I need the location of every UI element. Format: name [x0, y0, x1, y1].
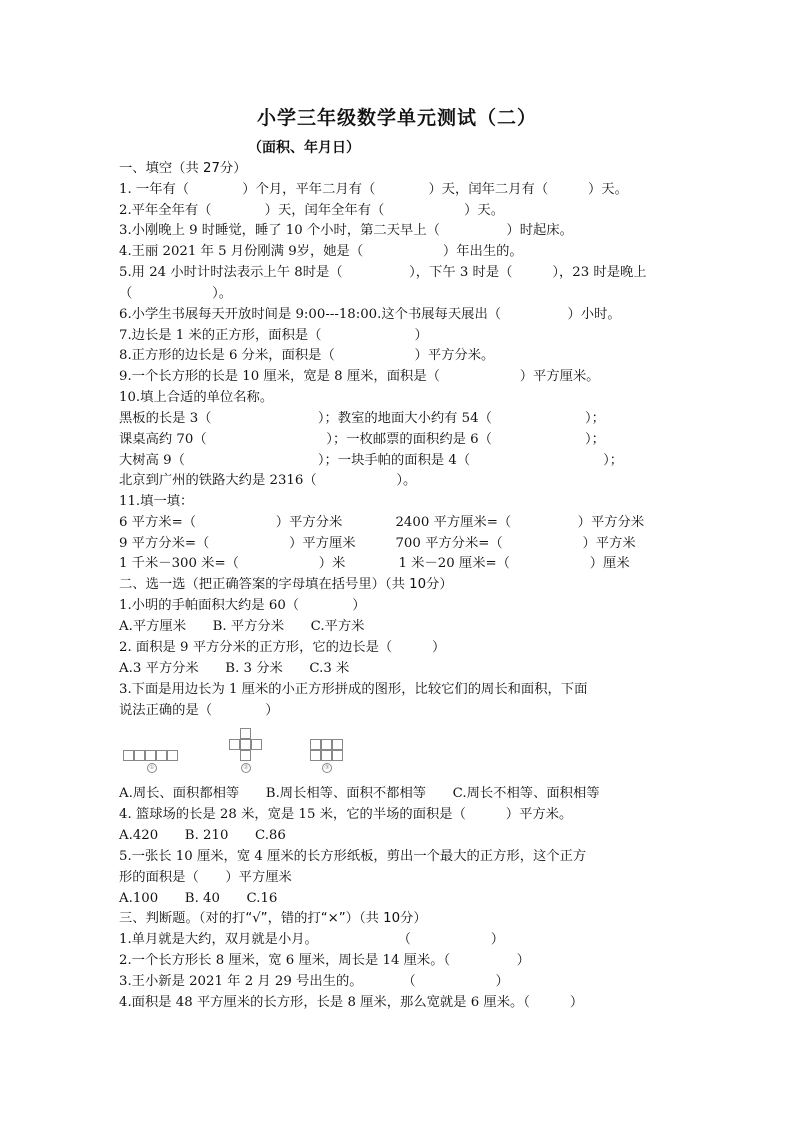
- question-line: 4.王丽 2021 年 5 月份刚满 9岁，她是（ ）年出生的。: [119, 244, 523, 259]
- question-line: 5.一张长 10 厘米，宽 4 厘米的长方形纸板，剪出一个最大的正方形，这个正方: [119, 849, 587, 864]
- grid-square: [134, 750, 145, 761]
- question-line: 10.填上合适的单位名称。: [119, 390, 274, 405]
- grid-square: [332, 739, 343, 750]
- question-line: 3.小刚晚上 9 时睡觉，睡了 10 个小时，第二天早上（ ）时起床。: [119, 223, 573, 238]
- grid-square: [123, 750, 134, 761]
- grid-square: [321, 739, 332, 750]
- question-line: A.100 B. 40 C.16: [119, 891, 278, 906]
- question-line: 7.边长是 1 米的正方形，面积是（ ）: [119, 328, 428, 343]
- question-line: 5.用 24 小时计时法表示上午 8时是（ ），下午 3 时是（ ），23 时是晚上: [119, 265, 647, 280]
- question-line: 6 平方米=（ ）平方分米 2400 平方厘米=（ ）平方分米: [119, 515, 645, 530]
- grid-square: [229, 739, 240, 750]
- figure-label: ③: [322, 763, 332, 773]
- grid-square: [332, 750, 343, 761]
- question-line: 1. 一年有（ ）个月，平年二月有（ ）天，闰年二月有（ ）天。: [119, 182, 628, 197]
- question-line: 9 平方分米=（ ）平方厘米 700 平方分米=（ ）平方米: [119, 536, 636, 551]
- question-line: 2.平年全年有（ ）天，闰年全年有（ ）天。: [119, 203, 504, 218]
- grid-square: [156, 750, 167, 761]
- question-line: 4.面积是 48 平方厘米的长方形，长是 8 厘米，那么宽就是 6 厘米。（ ）: [119, 995, 584, 1010]
- grid-square: [251, 739, 262, 750]
- question-line: 2.一个长方形长 8 厘米，宽 6 厘米，周长是 14 厘米。（ ）: [119, 953, 530, 968]
- question-line: 4. 篮球场的长是 28 米，宽是 15 米，它的半场的面积是（ ）平方米。: [119, 807, 573, 822]
- figure-label: ①: [147, 763, 157, 773]
- question-line: 6.小学生书展每天开放时间是 9:00---18:00.这个书展每天展出（ ）小时。: [119, 307, 621, 322]
- question-line: A.平方厘米 B. 平方分米 C.平方米: [119, 619, 365, 634]
- question-line: 2. 面积是 9 平方分米的正方形，它的边长是（ ）: [119, 640, 446, 655]
- question-line: 3.下面是用边长为 1 厘米的小正方形拼成的图形，比较它们的周长和面积，下面: [119, 682, 588, 697]
- grid-square: [240, 750, 251, 761]
- question-line: 11.填一填：: [119, 494, 194, 509]
- grid-square: [167, 750, 178, 761]
- grid-square: [145, 750, 156, 761]
- page-subtitle: （面积、年月日）: [248, 140, 360, 156]
- grid-square: [321, 750, 332, 761]
- question-line: 8.正方形的边长是 6 分米，面积是（ ）平方分米。: [119, 348, 495, 363]
- question-line: 说法正确的是（ ）: [119, 703, 279, 718]
- section-heading: 一、填空（共 27分）: [119, 161, 247, 176]
- question-line: 北京到广州的铁路大约是 2316（ ）。: [119, 473, 417, 488]
- question-line: 1.小明的手帕面积大约是 60（ ）: [119, 598, 366, 613]
- section-heading: 二、选一选（把正确答案的字母填在括号里）（共 10分）: [119, 577, 453, 592]
- grid-square: [240, 728, 251, 739]
- figure-label: ②: [241, 763, 251, 773]
- question-line: A.420 B. 210 C.86: [119, 828, 286, 843]
- question-line: 课桌高约 70（ ）；一枚邮票的面积约是 6（ ）；: [119, 432, 605, 447]
- question-line: 1.单月就是大约，双月就是小月。 （ ）: [119, 932, 504, 947]
- question-line: 黑板的长是 3（ ）；教室的地面大小约有 54（ ）；: [119, 411, 605, 426]
- question-line: 形的面积是（ ）平方厘米: [119, 870, 292, 885]
- page-title: 小学三年级数学单元测试（二）: [256, 107, 537, 129]
- question-line: 9.一个长方形的长是 10 厘米，宽是 8 厘米，面积是（ ）平方厘米。: [119, 369, 600, 384]
- grid-square: [310, 739, 321, 750]
- question-line: A.周长、面积都相等 B.周长相等、面积不都相等 C.周长不相等、面积相等: [119, 786, 600, 801]
- section-heading: 三、判断题。（对的打“√”，错的打“×”）（共 10分）: [119, 911, 427, 926]
- question-line: 1 千米－300 米=（ ）米 1 米－20 厘米=（ ）厘米: [119, 556, 630, 571]
- question-line: （ ）。: [119, 286, 233, 301]
- grid-square: [240, 739, 251, 750]
- question-line: A.3 平方分米 B. 3 分米 C.3 米: [119, 661, 350, 676]
- grid-square: [310, 750, 321, 761]
- question-line: 大树高 9（ ）；一块手帕的面积是 4（ ）；: [119, 453, 624, 468]
- question-line: 3.王小新是 2021 年 2 月 29 号出生的。 （ ）: [119, 974, 509, 989]
